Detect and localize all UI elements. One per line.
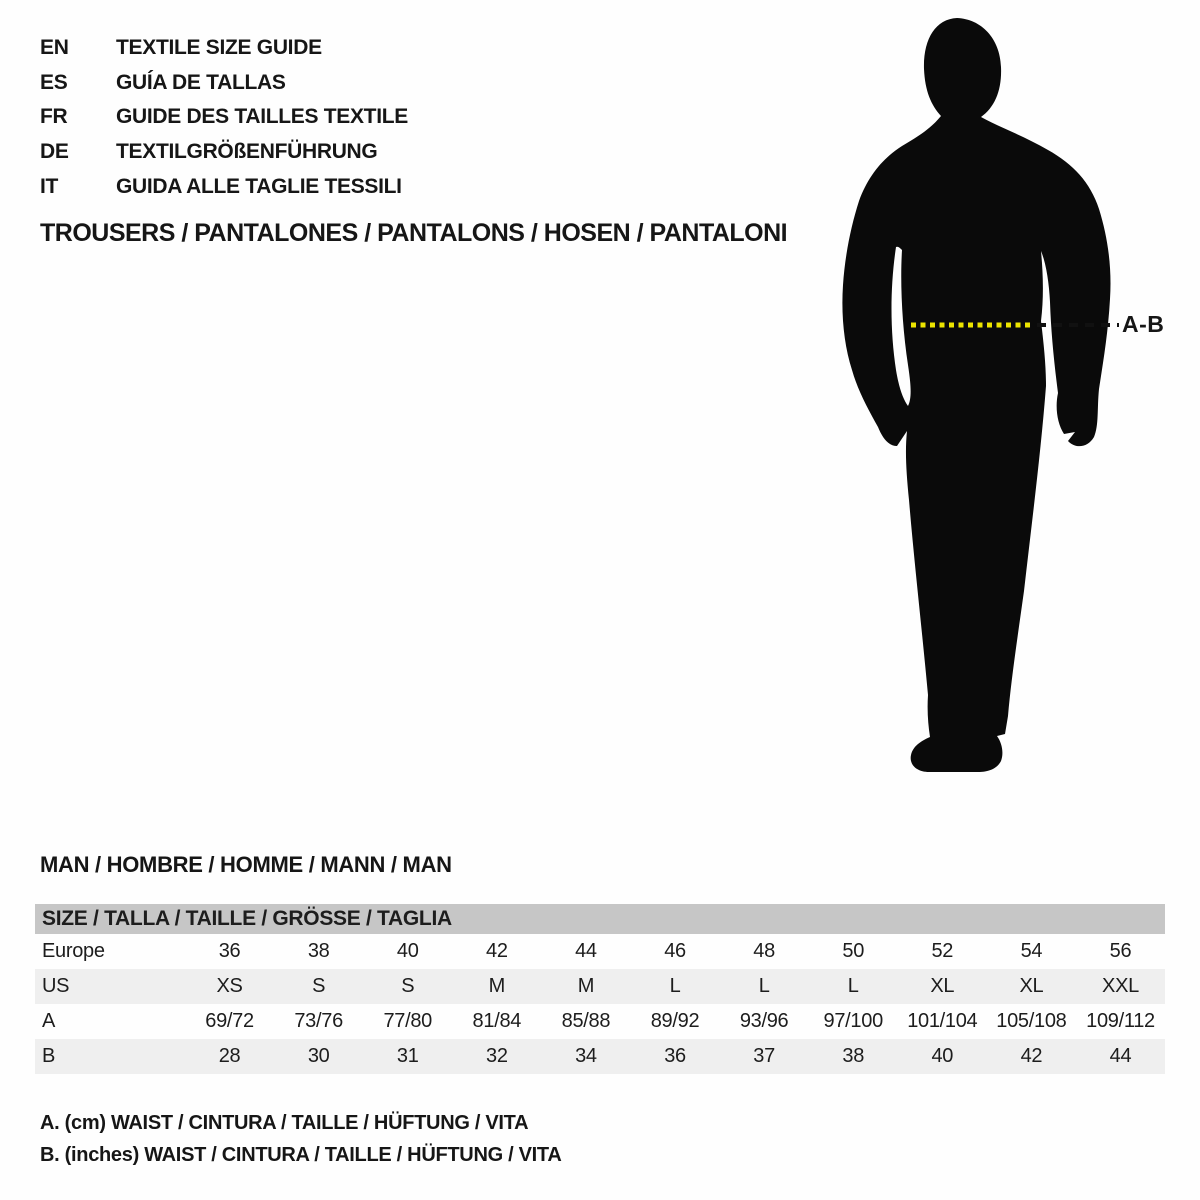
table-cell: 44	[1109, 1045, 1132, 1067]
size-table	[35, 904, 1165, 1074]
table-cell: 85/88	[561, 1010, 611, 1032]
table-cell: 40	[396, 940, 419, 962]
table-cell: 38	[307, 940, 330, 962]
table-cell: XL	[930, 975, 955, 997]
table-cell: 69/72	[205, 1010, 254, 1032]
lang-title: TEXTILE SIZE GUIDE	[116, 36, 322, 60]
table-cell: XL	[1019, 975, 1044, 997]
lang-row-es	[40, 66, 408, 101]
lang-row-en	[40, 31, 408, 66]
footnote-waist-inches: B. (inches) WAIST / CINTURA / TAILLE / HÜFTUNG / VITA	[40, 1144, 562, 1166]
table-cell: 44	[575, 940, 597, 962]
table-cell: XXL	[1102, 975, 1139, 997]
table-cell: L	[847, 975, 859, 997]
lang-code: ES	[40, 70, 68, 94]
product-heading: TROUSERS / PANTALONES / PANTALONS / HOSEN / PANTALONI	[40, 219, 788, 247]
table-cell: 31	[396, 1045, 419, 1067]
table-cell: 42	[1020, 1045, 1043, 1067]
size-table-body	[35, 934, 1165, 1074]
table-cell: 36	[218, 940, 241, 962]
footnote-waist-cm: A. (cm) WAIST / CINTURA / TAILLE / HÜFTUNG / VITA	[40, 1112, 529, 1134]
lang-code: IT	[40, 174, 59, 198]
table-cell: 28	[218, 1045, 241, 1067]
language-title-block	[40, 31, 408, 204]
table-row	[35, 1039, 1165, 1074]
row-label: B	[42, 1045, 56, 1067]
size-table-header: SIZE / TALLA / TAILLE / GRÖSSE / TAGLIA	[35, 904, 1165, 934]
table-cell: 73/76	[294, 1010, 343, 1032]
table-cell: S	[401, 975, 415, 997]
table-row	[35, 934, 1165, 969]
table-row	[35, 1004, 1165, 1039]
table-cell: M	[577, 975, 595, 997]
row-label: A	[42, 1010, 56, 1032]
lang-title: TEXTILGRÖßENFÜHRUNG	[116, 140, 378, 164]
lang-title: GUIDA ALLE TAGLIE TESSILI	[116, 174, 402, 198]
table-cell: 36	[664, 1045, 686, 1067]
lang-row-it	[40, 169, 408, 204]
table-cell: XS	[216, 975, 243, 997]
table-cell: 56	[1109, 940, 1132, 962]
man-silhouette-figure	[820, 0, 1200, 800]
table-cell: S	[312, 975, 326, 997]
table-cell: 46	[664, 940, 686, 962]
lang-code: DE	[40, 140, 69, 164]
section-heading: MAN / HOMBRE / HOMME / MANN / MAN	[40, 852, 452, 877]
man-silhouette	[842, 18, 1110, 772]
lang-title: GUÍA DE TALLAS	[116, 70, 286, 94]
table-cell: 50	[842, 940, 865, 962]
table-cell: 34	[575, 1045, 597, 1067]
row-label: Europe	[42, 940, 105, 962]
lang-row-fr	[40, 100, 408, 135]
lang-title: GUIDE DES TAILLES TEXTILE	[116, 105, 408, 129]
table-cell: 77/80	[383, 1010, 433, 1032]
table-cell: L	[669, 975, 681, 997]
table-cell: 42	[486, 940, 508, 962]
table-cell: M	[488, 975, 506, 997]
lang-code: FR	[40, 105, 68, 129]
row-label: US	[42, 975, 70, 997]
table-cell: 105/108	[996, 1010, 1067, 1032]
table-cell: 101/104	[907, 1010, 978, 1032]
table-cell: 37	[753, 1045, 775, 1067]
table-cell: 48	[753, 940, 775, 962]
table-cell: 32	[486, 1045, 508, 1067]
table-cell: 38	[842, 1045, 865, 1067]
lang-code: EN	[40, 36, 69, 60]
table-cell: 81/84	[472, 1010, 522, 1032]
lang-row-de	[40, 135, 408, 170]
table-cell: 52	[931, 940, 954, 962]
table-cell: 40	[931, 1045, 954, 1067]
table-cell: 30	[307, 1045, 330, 1067]
measurement-label: A-B	[1122, 311, 1165, 337]
table-cell: 54	[1020, 940, 1043, 962]
table-row	[35, 969, 1165, 1004]
table-cell: L	[758, 975, 770, 997]
table-cell: 97/100	[823, 1010, 883, 1032]
table-cell: 93/96	[739, 1010, 789, 1032]
table-cell: 109/112	[1086, 1010, 1155, 1032]
table-cell: 89/92	[650, 1010, 700, 1032]
